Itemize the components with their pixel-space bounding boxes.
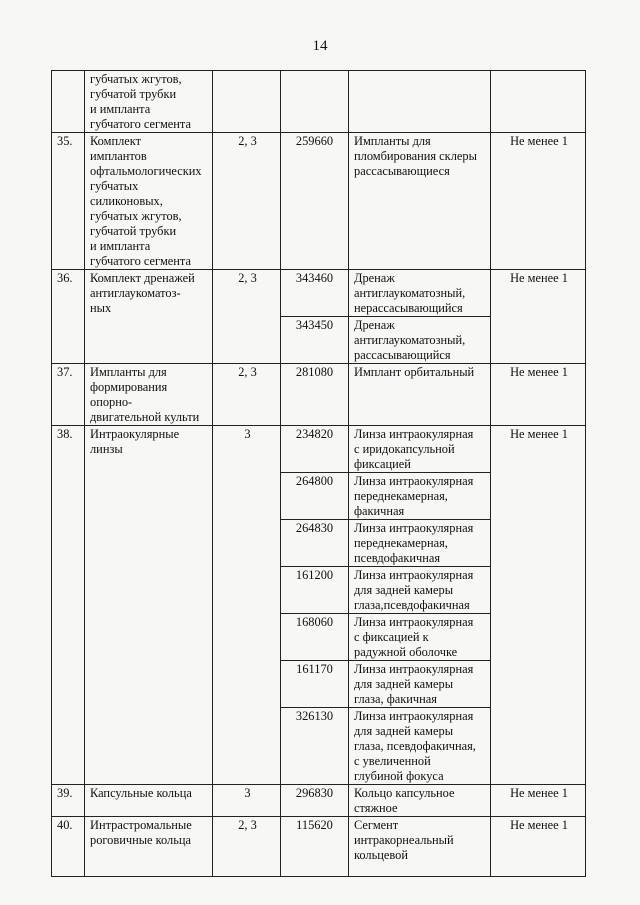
nkmi-code <box>281 71 349 133</box>
table-row-37 <box>52 364 586 426</box>
risk-class: 3 <box>213 785 281 817</box>
risk-class <box>213 71 281 133</box>
table-row-40 <box>52 817 586 877</box>
table-row-39 <box>52 785 586 817</box>
nkmi-code: 161200 <box>281 567 349 614</box>
item-description: Линза интраокулярная переднекамерная, факичная <box>349 473 491 520</box>
item-description: Кольцо капсульное стяжное <box>349 785 491 817</box>
item-name: Импланты для формирования опорно- двигательной культи <box>85 364 213 426</box>
nkmi-code: 343460 <box>281 270 349 317</box>
item-quantity: Не менее 1 <box>491 426 586 785</box>
item-quantity <box>491 71 586 133</box>
item-quantity: Не менее 1 <box>491 785 586 817</box>
item-description: Имплант орбитальный <box>349 364 491 426</box>
item-name: Комплект дренажей антиглаукоматоз- ных <box>85 270 213 364</box>
item-number: 38. <box>52 426 85 785</box>
item-number: 36. <box>52 270 85 364</box>
item-quantity: Не менее 1 <box>491 364 586 426</box>
item-description: Линза интраокулярная с иридокапсульной фиксацией <box>349 426 491 473</box>
item-number: 39. <box>52 785 85 817</box>
nkmi-code: 168060 <box>281 614 349 661</box>
table-row-38 <box>52 426 586 473</box>
item-number: 40. <box>52 817 85 877</box>
item-description: Линза интраокулярная для задней камеры глаза,псевдофакичная <box>349 567 491 614</box>
risk-class: 2, 3 <box>213 817 281 877</box>
item-description: Дренаж антиглаукоматозный, нерассасывающийся <box>349 270 491 317</box>
table-row-35 <box>52 133 586 270</box>
nkmi-code: 343450 <box>281 317 349 364</box>
nkmi-code: 326130 <box>281 708 349 785</box>
item-description: Импланты для пломбирования склеры рассасывающиеся <box>349 133 491 270</box>
item-quantity: Не менее 1 <box>491 817 586 877</box>
item-number <box>52 71 85 133</box>
risk-class: 2, 3 <box>213 133 281 270</box>
item-description: Линза интраокулярная для задней камеры глаза, псевдофакичная, с увеличенной глубиной фокуса <box>349 708 491 785</box>
risk-class: 2, 3 <box>213 364 281 426</box>
item-number: 35. <box>52 133 85 270</box>
item-description: Дренаж антиглаукоматозный, рассасывающийся <box>349 317 491 364</box>
item-quantity: Не менее 1 <box>491 133 586 270</box>
risk-class: 3 <box>213 426 281 785</box>
item-name: Интрастромальные роговичные кольца <box>85 817 213 877</box>
item-description <box>349 71 491 133</box>
item-description: Линза интраокулярная переднекамерная, псевдофакичная <box>349 520 491 567</box>
item-quantity: Не менее 1 <box>491 270 586 364</box>
nkmi-code: 264830 <box>281 520 349 567</box>
nkmi-code: 264800 <box>281 473 349 520</box>
nkmi-code: 281080 <box>281 364 349 426</box>
nkmi-code: 234820 <box>281 426 349 473</box>
page-number: 14 <box>312 38 328 54</box>
item-name: Капсульные кольца <box>85 785 213 817</box>
medical-devices-table <box>51 70 586 877</box>
item-number: 37. <box>52 364 85 426</box>
risk-class: 2, 3 <box>213 270 281 364</box>
nkmi-code: 115620 <box>281 817 349 877</box>
item-description: Линза интраокулярная для задней камеры глаза, факичная <box>349 661 491 708</box>
table-row-36 <box>52 270 586 317</box>
table-row-continuation <box>52 71 586 133</box>
item-description: Сегмент интракорнеальный кольцевой <box>349 817 491 877</box>
nkmi-code: 296830 <box>281 785 349 817</box>
item-name: Комплект имплантов офтальмологических губчатых силиконовых, губчатых жгутов, губчатой трубки и импланта губчатого сегмента <box>85 133 213 270</box>
nkmi-code: 161170 <box>281 661 349 708</box>
item-description: Линза интраокулярная с фиксацией к радужной оболочке <box>349 614 491 661</box>
item-name: губчатых жгутов, губчатой трубки и импланта губчатого сегмента <box>85 71 213 133</box>
item-name: Интраокулярные линзы <box>85 426 213 785</box>
nkmi-code: 259660 <box>281 133 349 270</box>
